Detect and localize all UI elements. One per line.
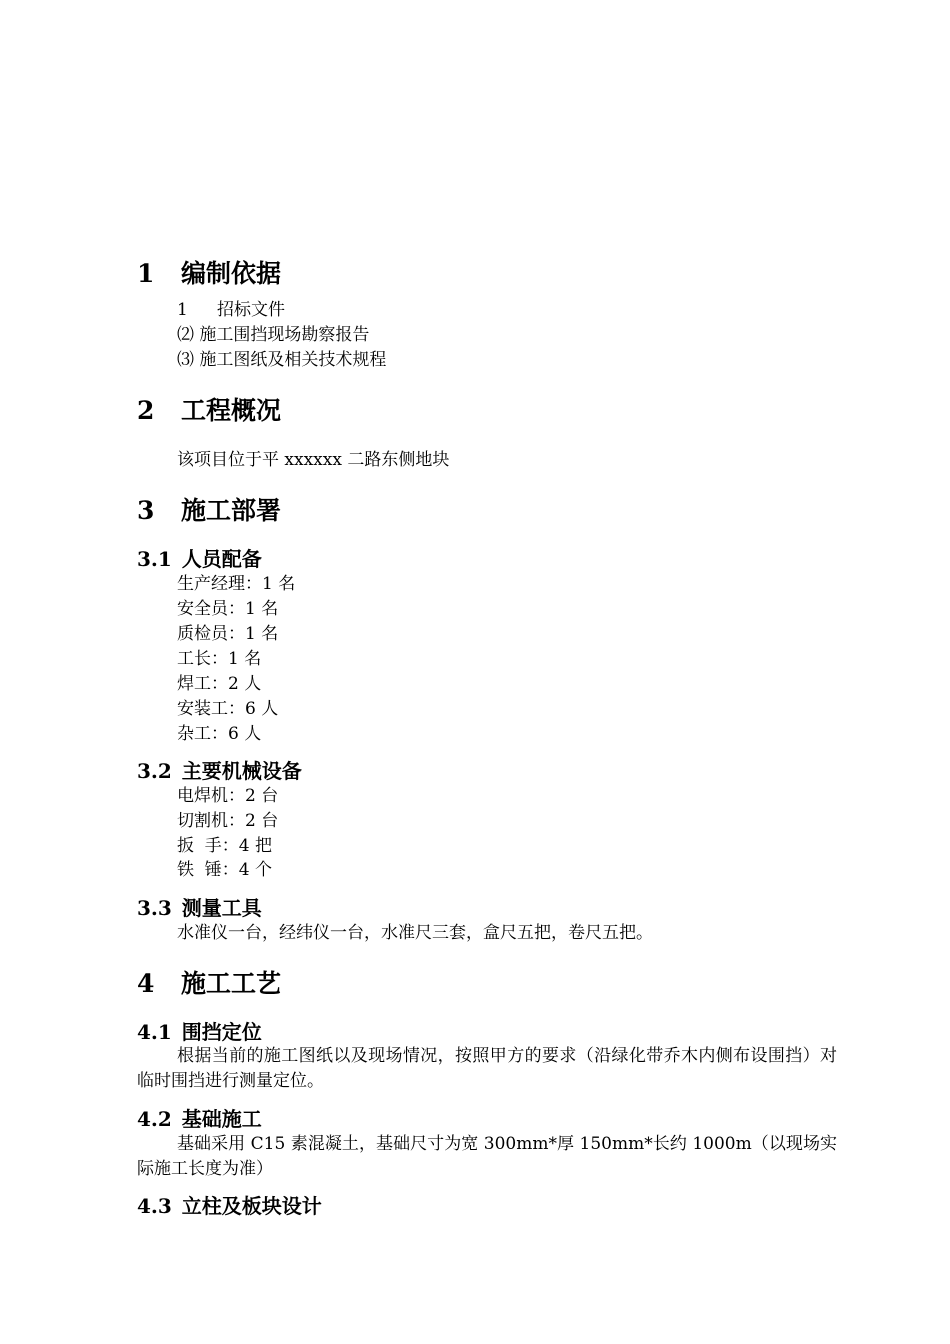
- section-4-heading: [137, 971, 281, 996]
- staff-line: 杂工：6 人: [177, 724, 262, 744]
- list-item: [177, 352, 386, 369]
- subsection-4-3-heading: [137, 1196, 322, 1216]
- section-number: 1: [137, 259, 155, 288]
- list-text: 施工围挡现场勘察报告: [199, 325, 370, 345]
- section-number: 2: [137, 396, 155, 425]
- section-title: 施工部署: [181, 496, 282, 525]
- staff-line: 生产经理：1 名: [177, 574, 296, 594]
- subsection-number: 4.3: [137, 1194, 172, 1218]
- subsection-title: 测量工具: [181, 896, 262, 920]
- subsection-number: 3.1: [137, 547, 172, 571]
- overview-text: 该项目位于平 xxxxxx 二路东侧地块: [177, 450, 450, 470]
- equipment-line: 切割机：2 台: [177, 811, 279, 831]
- list-text: 招标文件: [217, 300, 285, 320]
- equipment-line: 电焊机：2 台: [177, 786, 279, 806]
- foundation-paragraph: 基础采用 C15 素混凝土，基础尺寸为宽 300mm*厚 150mm*长约 1000m（以现场实际施工长度为准）: [137, 1134, 837, 1179]
- subsection-4-2-heading: [137, 1109, 262, 1129]
- section-title: 编制依据: [181, 259, 282, 288]
- staff-line: 安装工：6 人: [177, 699, 279, 719]
- subsection-3-2-heading: [137, 761, 302, 781]
- list-marker: ⑶: [177, 350, 194, 370]
- list-marker: ⑵: [177, 325, 194, 345]
- list-item: [177, 302, 285, 319]
- subsection-title: 立柱及板块设计: [181, 1194, 322, 1218]
- list-text: 施工图纸及相关技术规程: [199, 350, 387, 370]
- staff-line: 安全员：1 名: [177, 599, 279, 619]
- subsection-number: 4.1: [137, 1020, 172, 1044]
- section-2-heading: [137, 398, 281, 423]
- section-3-heading: [137, 498, 281, 523]
- section-number: 3: [137, 496, 155, 525]
- equipment-line: 扳 手：4 把: [177, 836, 273, 856]
- staff-line: 工长：1 名: [177, 649, 262, 669]
- subsection-number: 3.2: [137, 759, 172, 783]
- subsection-title: 人员配备: [181, 547, 262, 571]
- section-title: 工程概况: [181, 396, 282, 425]
- subsection-title: 围挡定位: [181, 1020, 262, 1044]
- staff-line: 焊工：2 人: [177, 674, 262, 694]
- subsection-title: 主要机械设备: [181, 759, 302, 783]
- list-marker: 1: [177, 300, 188, 320]
- subsection-3-3-heading: [137, 898, 262, 918]
- list-item: [177, 327, 369, 344]
- positioning-paragraph: 根据当前的施工图纸以及现场情况，按照甲方的要求（沿绿化带乔木内侧布设围挡）对临时围挡进行测量定位。: [137, 1046, 837, 1091]
- subsection-3-1-heading: [137, 549, 262, 569]
- section-number: 4: [137, 969, 155, 998]
- section-title: 施工工艺: [181, 969, 282, 998]
- subsection-4-1-heading: [137, 1022, 262, 1042]
- staff-line: 质检员：1 名: [177, 624, 279, 644]
- subsection-title: 基础施工: [181, 1107, 262, 1131]
- subsection-number: 4.2: [137, 1107, 172, 1131]
- subsection-number: 3.3: [137, 896, 172, 920]
- equipment-line: 铁 锤：4 个: [177, 860, 273, 880]
- tools-line: 水准仪一台，经纬仪一台，水准尺三套，盒尺五把，卷尺五把。: [177, 923, 653, 943]
- section-1-heading: [137, 261, 281, 286]
